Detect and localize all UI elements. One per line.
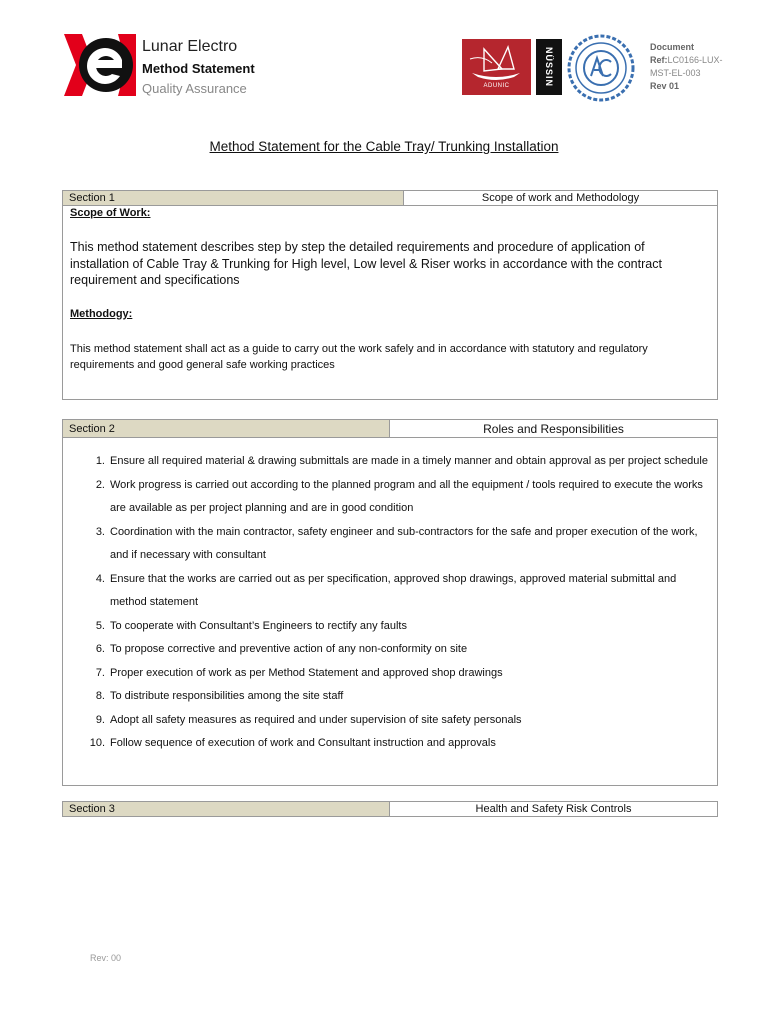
list-item xyxy=(63,615,713,639)
nussin-logo-text: NÜSSIN xyxy=(544,46,554,88)
section-2-body xyxy=(62,438,718,786)
section-3-header xyxy=(62,801,718,817)
list-item xyxy=(63,568,713,615)
methodology-text: This method statement shall act as a guide to carry out the work safely and in accordance with statutory and regulatory requirements and good general safe working practices xyxy=(70,343,648,371)
scope-of-work-label: Scope of Work: xyxy=(70,207,151,219)
list-item-number: 4. xyxy=(95,572,105,585)
list-item-number: 10. xyxy=(89,737,105,749)
list-item-number: 7. xyxy=(95,666,105,679)
list-item-text: Proper execution of work as per Method Statement and approved shop drawings xyxy=(110,666,503,679)
list-item-number: 1. xyxy=(95,455,105,467)
doc-ref-label: Document xyxy=(650,42,695,52)
ship-icon xyxy=(462,39,531,83)
list-item xyxy=(63,474,713,521)
section-1-body xyxy=(62,206,718,400)
document-type: Method Statement xyxy=(142,61,255,76)
department-label: Quality Assurance xyxy=(142,81,247,96)
list-item xyxy=(63,685,713,709)
methodology-label: Methodogy: xyxy=(70,308,133,320)
doc-ref-label-2: Ref: xyxy=(650,55,668,65)
list-item xyxy=(63,662,713,686)
footer-revision: Rev: 00 xyxy=(90,953,122,963)
list-item-number: 8. xyxy=(95,690,105,702)
nussin-logo xyxy=(536,39,562,95)
list-item xyxy=(63,732,713,756)
section-3-number: Section 3 xyxy=(63,802,390,816)
list-item-number: 9. xyxy=(95,713,105,726)
aac-seal-icon xyxy=(567,34,635,102)
section-1-heading: Scope of work and Methodology xyxy=(403,191,717,205)
section-2-heading: Roles and Responsibilities xyxy=(389,420,717,437)
list-item-text: To cooperate with Consultant’s Engineers to rectify any faults xyxy=(110,619,407,632)
list-item xyxy=(63,709,713,733)
list-item-number: 6. xyxy=(95,643,105,655)
list-item-number: 5. xyxy=(95,619,105,632)
list-item-text: To propose corrective and preventive action of any non-conformity on site xyxy=(110,643,468,655)
adunic-logo-text: ADUNIC xyxy=(483,83,510,89)
scope-of-work-text: This method statement describes step by step the detailed requirements and procedure of application of installation of Cable Tray & Trunking for High level, Low level & Riser works in accordance with the contract requirement and specifications xyxy=(70,240,662,287)
list-item xyxy=(63,450,713,474)
list-item-text: To distribute responsibilities among the site staff xyxy=(110,690,344,702)
list-item xyxy=(63,638,713,662)
list-item-text: Ensure all required material & drawing submittals are made in a timely manner and obtain approval as per project schedule xyxy=(110,455,708,467)
section-1-number: Section 1 xyxy=(63,191,404,205)
list-item xyxy=(63,521,713,568)
section-3-heading: Health and Safety Risk Controls xyxy=(389,802,717,816)
doc-revision: Rev 01 xyxy=(650,81,680,91)
doc-ref-value: LC0166-LUX-MST-EL-003 xyxy=(650,55,723,78)
document-reference xyxy=(650,41,730,93)
list-item-text: Follow sequence of execution of work and Consultant instruction and approvals xyxy=(110,737,496,749)
responsibilities-list xyxy=(63,450,713,756)
list-item-number: 2. xyxy=(95,478,105,491)
list-item-text: Ensure that the works are carried out as per specification, approved shop drawings, approved material submittal and method statement xyxy=(110,572,677,608)
document-title: Method Statement for the Cable Tray/ Trunking Installation xyxy=(209,139,559,154)
list-item-text: Work progress is carried out according to the planned program and all the equipment / tools required to execute the works are available as per project planning and are in good condition xyxy=(110,478,703,514)
lunar-electro-logo-icon xyxy=(64,34,136,96)
adunic-logo xyxy=(462,39,531,95)
section-2-number: Section 2 xyxy=(63,420,390,437)
company-name: Lunar Electro xyxy=(142,38,238,55)
section-2-header xyxy=(62,419,718,438)
list-item-number: 3. xyxy=(95,525,105,538)
list-item-text: Adopt all safety measures as required and under supervision of site safety personals xyxy=(110,713,522,726)
list-item-text: Coordination with the main contractor, safety engineer and sub-contractors for the safe and proper execution of the work, and if necessary with consultant xyxy=(110,525,698,561)
section-1-header xyxy=(62,190,718,206)
